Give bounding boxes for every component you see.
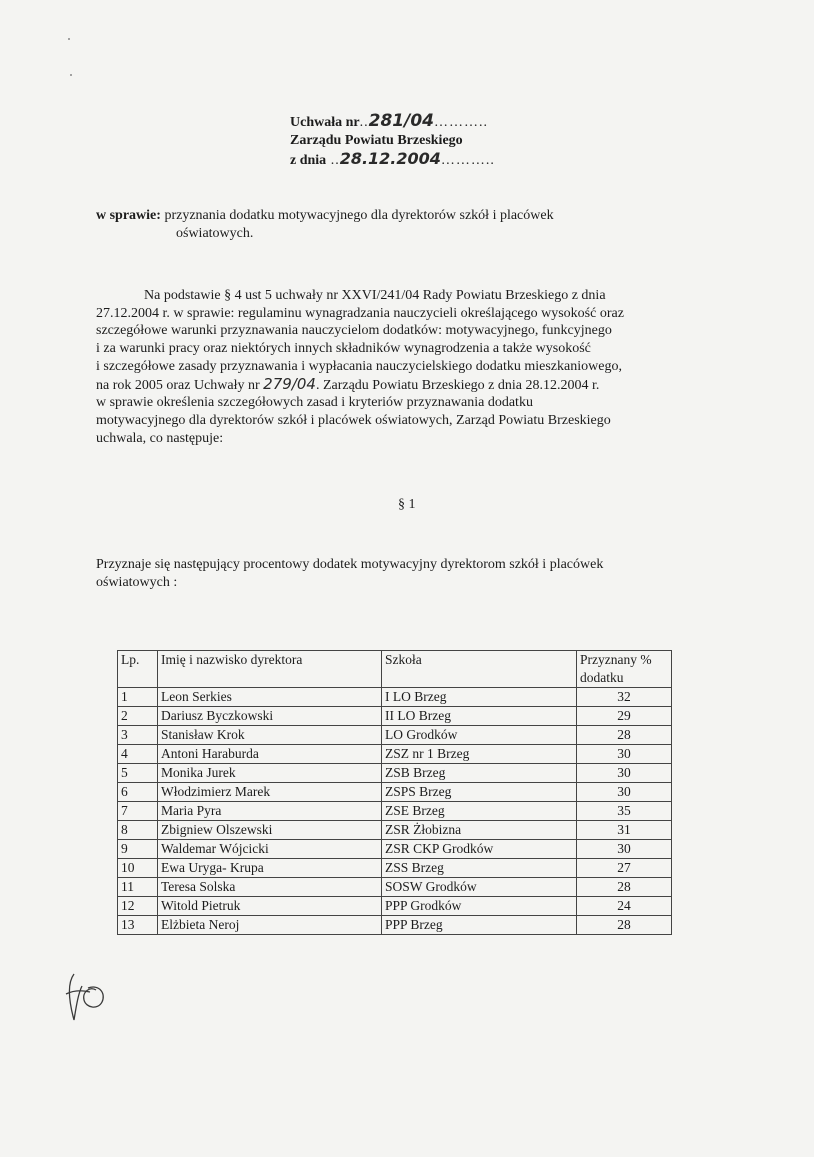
cell-director-name: Waldemar Wójcicki — [158, 840, 382, 859]
table-row — [118, 783, 672, 802]
preamble-line: 27.12.2004 r. w sprawie: regulaminu wynagradzania nauczycieli określającego wysokość oraz — [96, 305, 624, 321]
table-row — [118, 802, 672, 821]
preamble-line: i za warunki pracy oraz niektórych innych składników wynagrodzenia a także wysokość — [96, 341, 591, 357]
cell-school: I LO Brzeg — [382, 688, 577, 707]
cell-director-name: Leon Serkies — [158, 688, 382, 707]
legal-basis-paragraph — [96, 287, 736, 447]
cell-lp: 8 — [118, 821, 158, 840]
cell-bonus-percent: 31 — [577, 821, 672, 840]
subject-text: przyznania dodatku motywacyjnego dla dyrektorów szkół i placówek — [164, 208, 554, 223]
cell-bonus-percent: 32 — [577, 688, 672, 707]
cell-school: ZSB Brzeg — [382, 764, 577, 783]
scan-speck — [70, 74, 72, 76]
table-row — [118, 878, 672, 897]
cell-bonus-percent: 27 — [577, 859, 672, 878]
cell-lp: 12 — [118, 897, 158, 916]
cell-school: II LO Brzeg — [382, 707, 577, 726]
cell-bonus-percent: 28 — [577, 916, 672, 935]
cell-school: PPP Brzeg — [382, 916, 577, 935]
col-header-bonus: Przyznany % dodatku — [577, 651, 672, 688]
cell-lp: 7 — [118, 802, 158, 821]
cell-lp: 5 — [118, 764, 158, 783]
cell-lp: 10 — [118, 859, 158, 878]
handwritten-initials-signature — [60, 968, 110, 1026]
section-intro: Przyznaje się następujący procentowy dodatek motywacyjny dyrektorom szkół i placówek oświatowych : — [96, 557, 604, 590]
cell-lp: 3 — [118, 726, 158, 745]
cell-school: ZSZ nr 1 Brzeg — [382, 745, 577, 764]
scan-speck — [68, 38, 70, 40]
preamble-line: i szczegółowe zasady przyznawania i wypłacania nauczycielskiego dodatku mieszkaniowego, — [96, 358, 622, 374]
cell-lp: 6 — [118, 783, 158, 802]
table-row — [118, 840, 672, 859]
cell-school: ZSPS Brzeg — [382, 783, 577, 802]
table-body — [118, 688, 672, 935]
cell-lp: 1 — [118, 688, 158, 707]
table-row — [118, 821, 672, 840]
col-header-lp: Lp. — [118, 651, 158, 688]
resolution-date: 28.12.2004 — [339, 149, 441, 168]
cell-school: SOSW Grodków — [382, 878, 577, 897]
cell-director-name: Witold Pietruk — [158, 897, 382, 916]
cell-bonus-percent: 30 — [577, 745, 672, 764]
resolution-title: Uchwała nr — [290, 115, 360, 130]
cell-school: PPP Grodków — [382, 897, 577, 916]
table-row — [118, 859, 672, 878]
date-prefix: z dnia — [290, 153, 327, 168]
subject-block — [96, 207, 696, 243]
cell-lp: 11 — [118, 878, 158, 897]
table-row — [118, 745, 672, 764]
subject-label: w sprawie: — [96, 208, 161, 223]
resolution-header — [290, 112, 620, 170]
cell-director-name: Teresa Solska — [158, 878, 382, 897]
cell-bonus-percent: 28 — [577, 726, 672, 745]
cell-bonus-percent: 30 — [577, 783, 672, 802]
preamble-line: w sprawie określenia szczegółowych zasad i kryteriów przyznawania dodatku — [96, 395, 533, 411]
cell-director-name: Dariusz Byczkowski — [158, 707, 382, 726]
table-row — [118, 707, 672, 726]
cell-school: ZSR CKP Grodków — [382, 840, 577, 859]
cell-lp: 13 — [118, 916, 158, 935]
cell-director-name: Antoni Haraburda — [158, 745, 382, 764]
handwritten-resolution-number: 279/04 — [263, 374, 316, 393]
cell-lp: 2 — [118, 707, 158, 726]
preamble-line: uchwala, co następuje: — [96, 430, 224, 446]
cell-director-name: Maria Pyra — [158, 802, 382, 821]
cell-bonus-percent: 35 — [577, 802, 672, 821]
preamble-line: motywacyjnego dla dyrektorów szkół i placówek oświatowych, Zarząd Powiatu Brzeskiego — [96, 412, 611, 428]
col-header-school: Szkoła — [382, 651, 577, 688]
table-row — [118, 916, 672, 935]
issuing-body: Zarządu Powiatu Brzeskiego — [290, 133, 463, 148]
cell-bonus-percent: 30 — [577, 840, 672, 859]
subject-text-cont: oświatowych. — [176, 226, 254, 241]
section-mark: § 1 — [398, 497, 416, 512]
cell-school: ZSE Brzeg — [382, 802, 577, 821]
table-row — [118, 726, 672, 745]
cell-school: ZSR Żłobizna — [382, 821, 577, 840]
cell-director-name: Stanisław Krok — [158, 726, 382, 745]
preamble-line: na rok 2005 oraz Uchwały nr 279/04. Zarządu Powiatu Brzeskiego z dnia 28.12.2004 r. — [96, 374, 600, 393]
cell-lp: 9 — [118, 840, 158, 859]
cell-school: LO Grodków — [382, 726, 577, 745]
table-header-row — [118, 651, 672, 688]
resolution-date-line: z dnia ..28.12.2004……….. — [290, 149, 495, 168]
cell-lp: 4 — [118, 745, 158, 764]
cell-bonus-percent: 28 — [577, 878, 672, 897]
preamble-line: szczegółowe warunki przyznawania nauczycielom dodatków: motywacyjnego, funkcyjnego — [96, 323, 612, 339]
cell-bonus-percent: 30 — [577, 764, 672, 783]
cell-director-name: Elżbieta Neroj — [158, 916, 382, 935]
resolution-number: 281/04 — [368, 111, 434, 131]
cell-director-name: Zbigniew Olszewski — [158, 821, 382, 840]
table-row — [118, 688, 672, 707]
table-row — [118, 897, 672, 916]
bonus-table — [117, 650, 672, 935]
col-header-name: Imię i nazwisko dyrektora — [158, 651, 382, 688]
preamble-line: Na podstawie § 4 ust 5 uchwały nr XXVI/241/04 Rady Powiatu Brzeskiego z dnia — [144, 288, 606, 303]
cell-director-name: Monika Jurek — [158, 764, 382, 783]
cell-bonus-percent: 29 — [577, 707, 672, 726]
cell-director-name: Włodzimierz Marek — [158, 783, 382, 802]
table-row — [118, 764, 672, 783]
cell-director-name: Ewa Uryga- Krupa — [158, 859, 382, 878]
cell-bonus-percent: 24 — [577, 897, 672, 916]
resolution-number-line: Uchwała nr..281/04……….. — [290, 111, 488, 131]
cell-school: ZSS Brzeg — [382, 859, 577, 878]
